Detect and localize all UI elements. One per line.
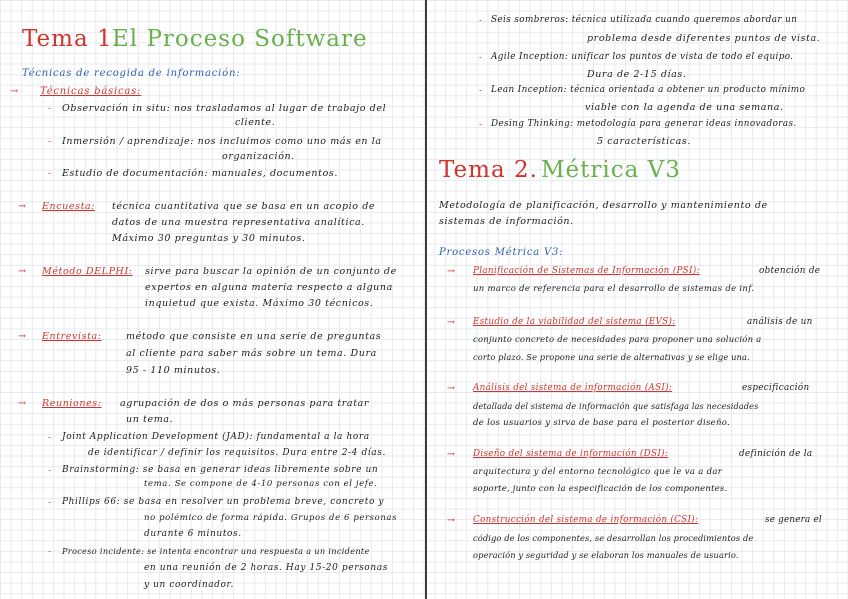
- reuniones-arrow: →: [18, 398, 27, 409]
- bullet: -: [479, 85, 483, 96]
- reuniones-item-line: Brainstorming: se basa en generar ideas libremente sobre un: [62, 465, 379, 475]
- proceso-arrow: →: [447, 383, 456, 394]
- proceso-line: definición de la: [739, 449, 813, 459]
- proceso-arrow: →: [447, 515, 456, 526]
- proceso-arrow: →: [447, 317, 456, 328]
- proceso-line: corto plazo. Se propone una serie de alternativas y se elige una.: [473, 352, 750, 362]
- reuniones-item-line: en una reunión de 2 horas. Hay 15-20 personas: [144, 563, 388, 573]
- delphi-line: expertos en alguna materia respecto a alguna: [145, 282, 393, 293]
- proceso-label: Diseño del sistema de información (DSI):: [473, 449, 669, 459]
- proceso-label: Construcción del sistema de información (CSI):: [473, 515, 699, 525]
- basicas-item-line: Estudio de documentación: manuales, documentos.: [62, 168, 338, 179]
- proceso-line: especificación: [742, 383, 810, 393]
- delphi-line: sirve para buscar la opinión de un conjunto de: [145, 266, 397, 277]
- bullet: -: [479, 119, 483, 130]
- proceso-label: Estudio de la viabilidad del sistema (EVS):: [473, 317, 676, 327]
- encuesta-line: datos de una muestra representativa analítica.: [112, 217, 365, 228]
- proceso-line: detallada del sistema de información que satisfaga las necesidades: [473, 401, 759, 411]
- basicas-label: Técnicas básicas:: [40, 86, 142, 97]
- proceso-arrow: →: [447, 449, 456, 460]
- proceso-line: conjunto concreto de necesidades para proponer una solución a: [473, 335, 762, 345]
- reuniones-item-line: Phillips 66: se basa en resolver un problema breve, concreto y: [62, 497, 385, 507]
- tema2-number: Tema 2.: [439, 157, 538, 183]
- delphi-line: inquietud que exista. Máximo 30 técnicos.: [145, 298, 374, 309]
- bullet: -: [479, 15, 483, 26]
- proceso-line: de los usuarios y sirva de base para el posterior diseño.: [473, 418, 731, 428]
- intro-line: Metodología de planificación, desarrollo y mantenimiento de: [439, 200, 768, 211]
- basicas-item-line: organización.: [222, 151, 295, 162]
- entrevista-line: al cliente para saber más sobre un tema. Dura: [126, 348, 377, 359]
- encuesta-line: Máximo 30 preguntas y 30 minutos.: [112, 233, 306, 244]
- basicas-item-line: Observación in situ: nos trasladamos al lugar de trabajo del: [62, 103, 387, 114]
- reuniones-item-line: Joint Application Development (JAD): fundamental a la hora: [62, 432, 370, 442]
- proceso-label: Análisis del sistema de información (ASI):: [473, 383, 673, 393]
- entrevista-arrow: →: [18, 331, 27, 342]
- top-item-line: Desing Thinking: metodología para generar ideas innovadoras.: [491, 119, 797, 129]
- reuniones-item-line: y un coordinador.: [144, 580, 234, 590]
- basicas-item-line: Inmersión / aprendizaje: nos incluimos como uno más en la: [62, 136, 382, 147]
- proceso-line: un marco de referencia para el desarrollo de sistemas de inf.: [473, 284, 755, 294]
- intro-line: sistemas de información.: [439, 216, 574, 227]
- bullet: -: [479, 52, 483, 63]
- entrevista-line: 95 - 110 minutos.: [126, 365, 221, 376]
- top-item-line: problema desde diferentes puntos de vista.: [587, 33, 821, 44]
- reuniones-line: agrupación de dos o más personas para tratar: [120, 398, 370, 409]
- encuesta-label: Encuesta:: [42, 201, 96, 212]
- reuniones-item-line: durante 6 minutos.: [144, 529, 242, 539]
- delphi-label: Método DELPHI:: [42, 266, 133, 277]
- top-item-line: viable con la agenda de una semana.: [585, 102, 784, 113]
- bullet: -: [48, 432, 52, 443]
- basicas-arrow: →: [10, 86, 20, 97]
- tema1-number: Tema 1.: [22, 26, 121, 52]
- bullet: -: [48, 465, 52, 476]
- proceso-line: análisis de un: [747, 317, 813, 327]
- bullet: -: [48, 103, 52, 114]
- top-item-line: Dura de 2-15 días.: [587, 69, 687, 80]
- reuniones-label: Reuniones:: [42, 398, 102, 409]
- bullet: -: [48, 136, 52, 147]
- proceso-line: obtención de: [759, 266, 821, 276]
- proceso-line: operación y seguridad y se elaboran los manuales de usuario.: [473, 550, 739, 560]
- proceso-arrow: →: [447, 266, 456, 277]
- encuesta-arrow: →: [18, 201, 27, 212]
- basicas-item-line: cliente.: [235, 117, 276, 128]
- reuniones-item-line: tema. Se compone de 4-10 personas con el jefe.: [144, 479, 378, 489]
- procesos-heading: Procesos Métrica V3:: [439, 247, 564, 258]
- right-page: [427, 0, 848, 599]
- proceso-line: arquitectura y del entorno tecnológico que le va a dar: [473, 467, 723, 477]
- reuniones-line: un tema.: [126, 414, 174, 425]
- bullet: -: [48, 497, 52, 508]
- entrevista-label: Entrevista:: [42, 331, 102, 342]
- proceso-line: soporte, junto con la especificación de los componentes.: [473, 484, 728, 494]
- section-heading: Técnicas de recogida de información:: [22, 68, 241, 79]
- reuniones-item-line: Proceso incidente: se intenta encontrar una respuesta a un incidente: [62, 546, 370, 556]
- delphi-arrow: →: [18, 266, 27, 277]
- entrevista-line: método que consiste en una serie de preguntas: [126, 331, 382, 342]
- tema1-title: El Proceso Software: [112, 26, 368, 52]
- tema2-title: Métrica V3: [541, 157, 681, 183]
- top-item-line: Lean Inception: técnica orientada a obtener un producto mínimo: [491, 85, 806, 95]
- top-item-line: Seis sombreros: técnica utilizada cuando queremos abordar un: [491, 15, 798, 25]
- encuesta-line: técnica cuantitativa que se basa en un acopio de: [112, 201, 376, 212]
- proceso-label: Planificación de Sistemas de Información (PSI):: [473, 266, 700, 276]
- bullet: -: [48, 168, 52, 179]
- top-item-line: 5 características.: [597, 136, 692, 147]
- reuniones-item-line: no polémico de forma rápida. Grupos de 6 personas: [144, 513, 398, 523]
- proceso-line: se genera el: [765, 515, 822, 525]
- top-item-line: Agile Inception: unificar los puntos de vista de todo el equipo.: [491, 52, 794, 62]
- proceso-line: código de los componentes, se desarrollan los procedimientos de: [473, 533, 754, 543]
- reuniones-item-line: de identificar / definir los requisitos. Dura entre 2-4 días.: [88, 448, 386, 458]
- bullet: -: [48, 546, 52, 557]
